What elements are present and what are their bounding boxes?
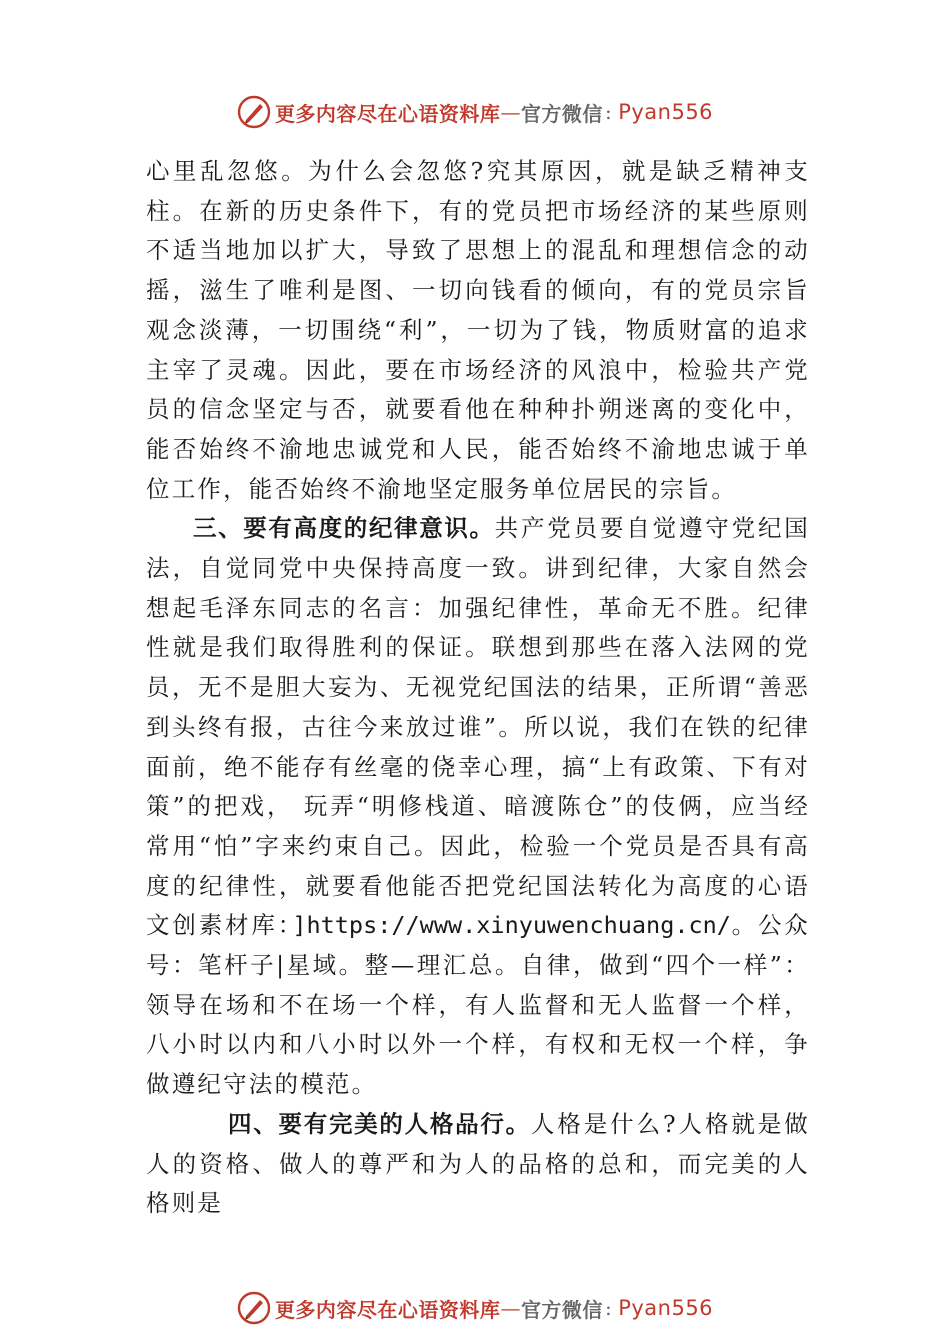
paragraph-1: 心里乱忽悠。为什么会忽悠?究其原因，就是缺乏精神支柱。在新的历史条件下，有的党员把市场经济的某些原则不适当地加以扩大，导致了思想上的混乱和理想信念的动摇，滋生了唯利是图、一切向钱看的倾向，有的党员宗旨观念淡薄，一切围绕“利”，一切为了钱，物质财富的追求主宰了灵魂。因此，要在市场经济的风浪中，检验共产党员的信念坚定与否，就要看他在种种扑朔迷离的变化中，能否始终不渝地忠诚党和人民，能否始终不渝地忠诚于单位工作，能否始终不渝地坚定服务单位居民的宗旨。 bbox=[146, 157, 810, 503]
footer-colon: : bbox=[604, 1296, 613, 1320]
section-4-text: 人格是什么?人格就是做人的资格、做人的尊严和为人的品格的总和，而完美的人格则是 bbox=[146, 1109, 811, 1218]
pen-logo-icon bbox=[237, 95, 271, 129]
paragraph-3 bbox=[146, 1105, 810, 1224]
section-3-url: ]https://www.xinyuwenchuang.cn/ bbox=[292, 911, 731, 940]
footer-banner bbox=[0, 1288, 950, 1328]
pen-logo-icon bbox=[237, 1291, 271, 1325]
banner-library-text: 更多内容尽在心语资料库 bbox=[274, 101, 501, 126]
document-body bbox=[146, 152, 810, 1224]
section-4-heading: 四、要有完美的人格品行。 bbox=[228, 1109, 531, 1138]
section-3-text-b: 。公众号：笔杆子|星域。整—理汇总。自律，做到“四个一样”： 领导在场和不在场一个样，有人监督和无人监督一个样，八小时以内和八小时以外一个样，有权和无权一个样，争做遵纪守法的模范。 bbox=[146, 911, 810, 1099]
section-3-text-a: 共产党员要自觉遵守党纪国法，自觉同党中央保持高度一致。讲到纪律，大家自然会想起毛泽东同志的名言：加强纪律性，革命无不胜。纪律性就是我们取得胜利的保证。联想到那些在落入法网的党员，无不是胆大妄为、无视党纪国法的结果，正所谓“善恶到头终有报，古往今来放过谁”。所以说，我们在铁的纪律面前，绝不能存有丝毫的侥幸心理，搞“上有政策、下有对策”的把戏， 玩弄“明修栈道、暗渡陈仓”的伎俩，应当经常用“怕”字来约束自己。因此，检验一个党员是否具有高度的纪律性，就要看他能否把党纪国法转化为高度的心语文创素材库： bbox=[146, 514, 811, 940]
paragraph-2 bbox=[146, 509, 810, 1105]
banner-colon: : bbox=[604, 100, 613, 124]
footer-library-text: 更多内容尽在心语资料库 bbox=[274, 1297, 501, 1322]
footer-dash: — bbox=[500, 1296, 521, 1320]
banner-wechat-id: Pyan556 bbox=[618, 100, 714, 124]
banner-dash: — bbox=[500, 100, 521, 124]
section-3-heading: 三、要有高度的纪律意识。 bbox=[193, 514, 495, 543]
footer-official-wechat-label: 官方微信 bbox=[520, 1297, 603, 1322]
banner-official-wechat-label: 官方微信 bbox=[520, 101, 603, 126]
header-banner bbox=[0, 92, 950, 132]
footer-wechat-id: Pyan556 bbox=[618, 1296, 714, 1320]
